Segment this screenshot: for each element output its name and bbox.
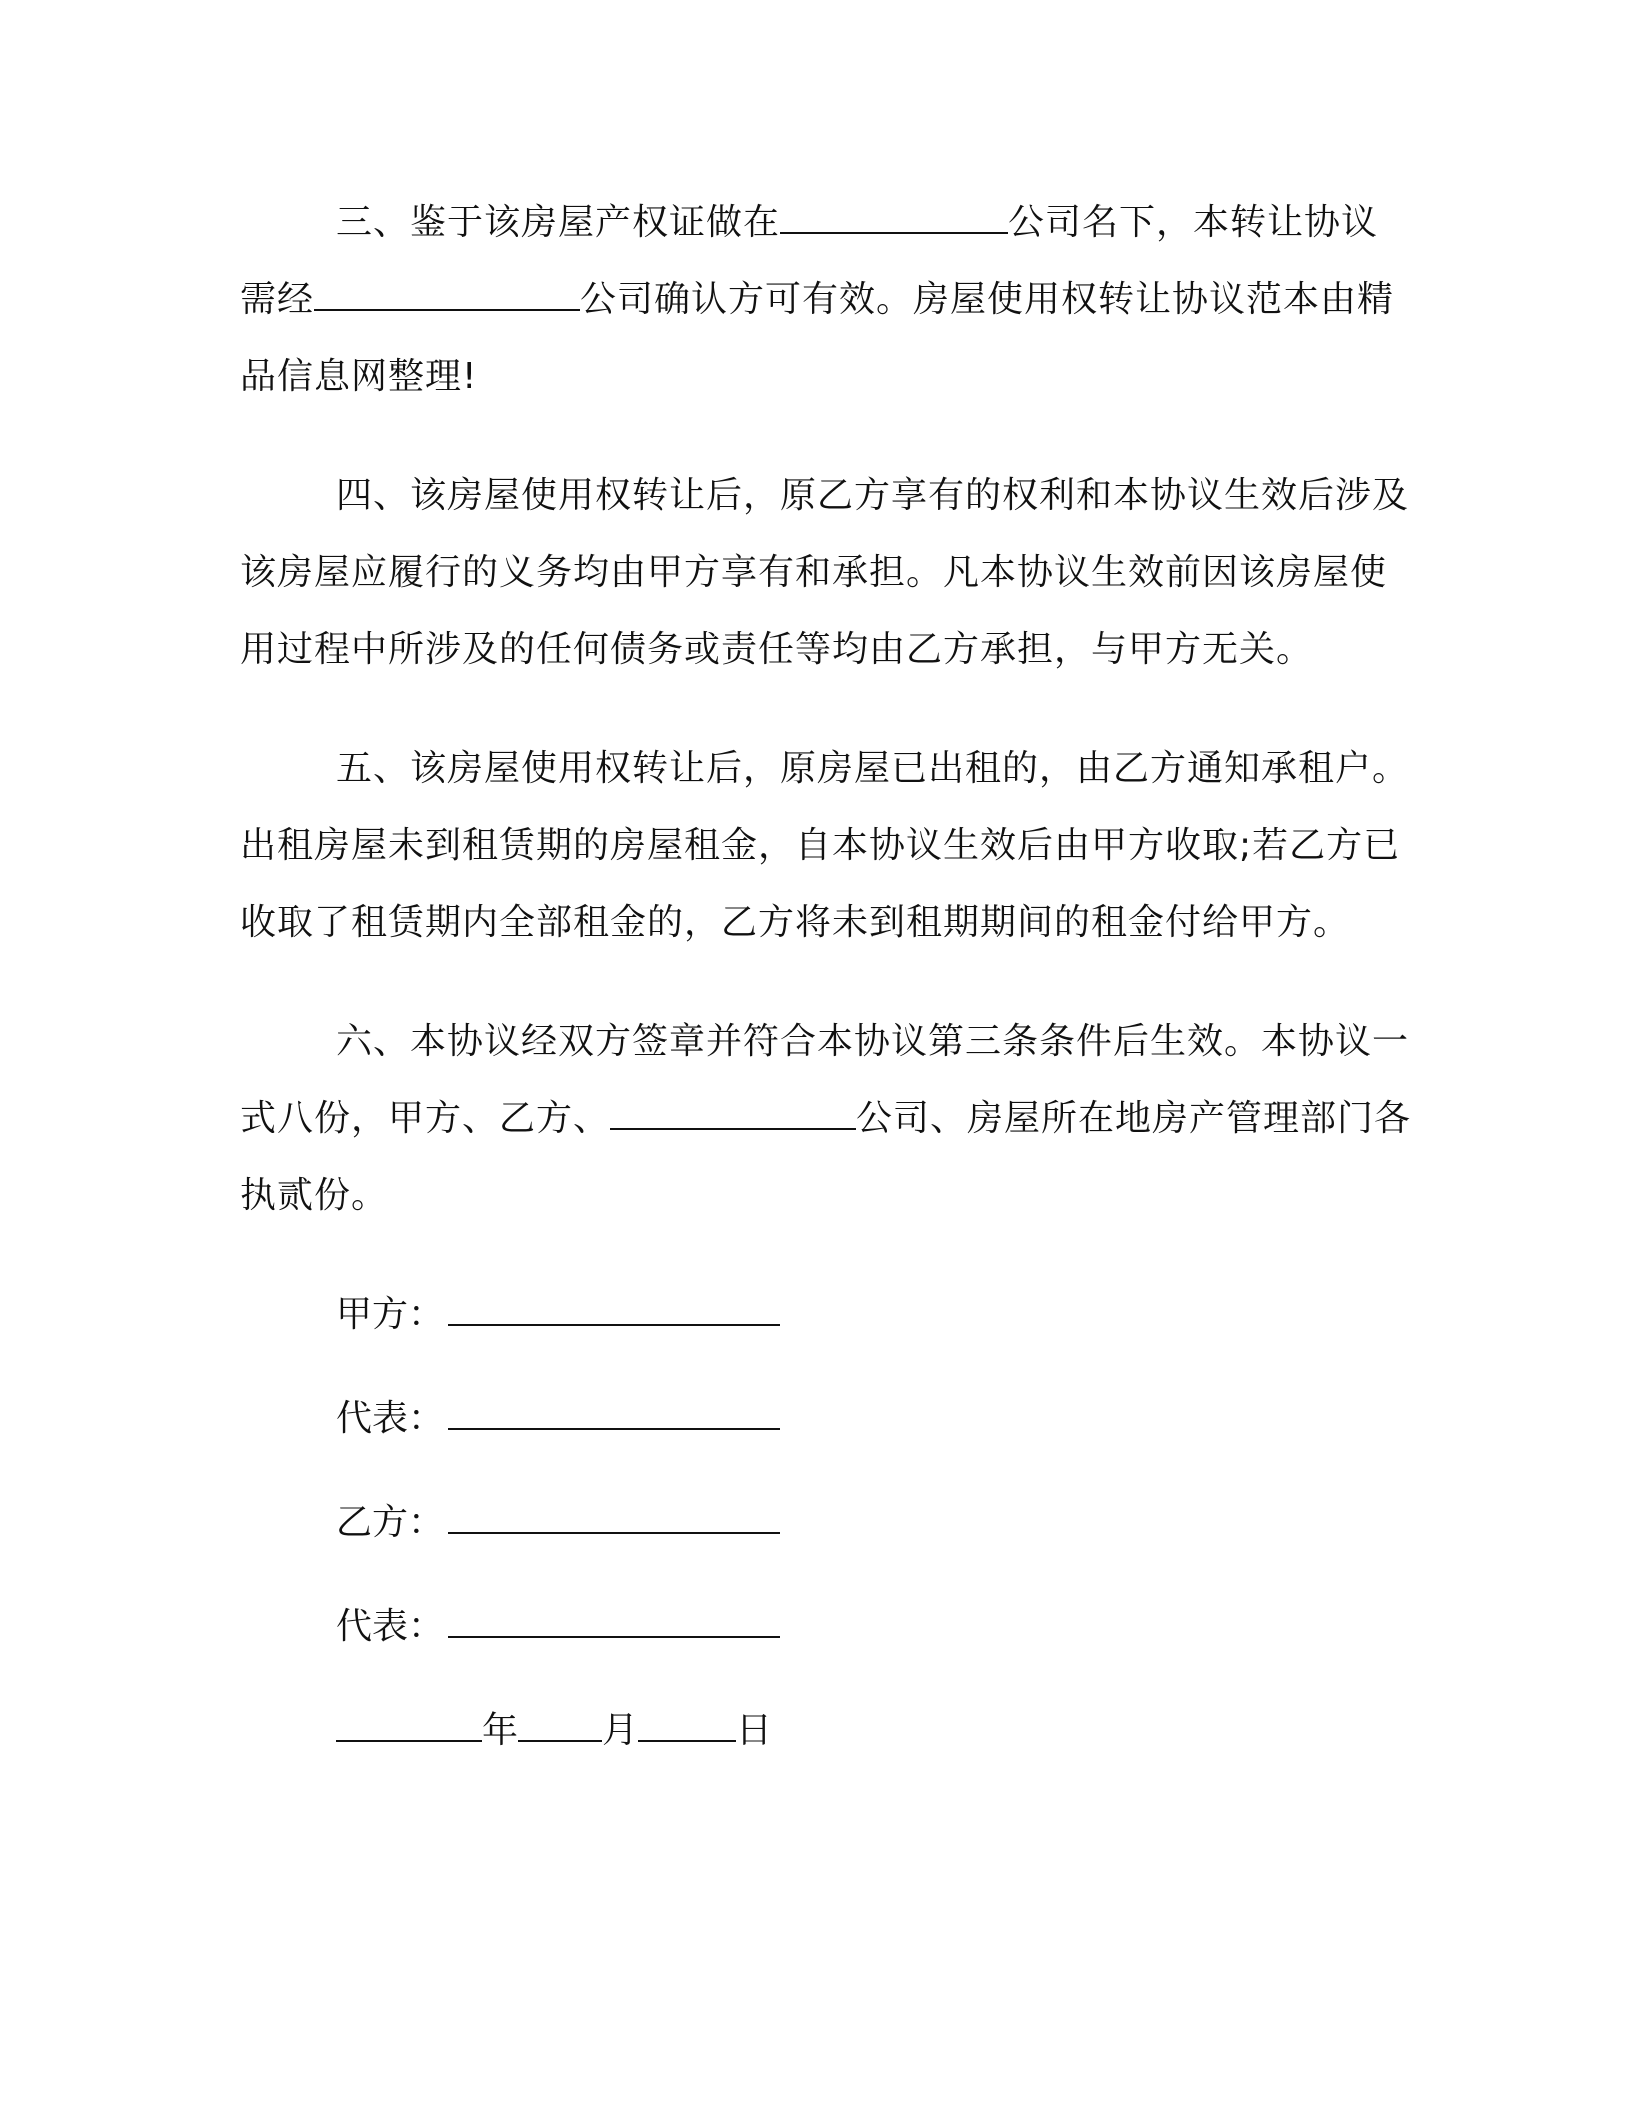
signature-representative-a-blank[interactable] <box>448 1396 780 1430</box>
signature-label: 代表： <box>336 1398 445 1439</box>
signing-date <box>336 1706 1412 1756</box>
document-body <box>240 184 1412 1756</box>
clause-six-text-a: 六、本协议经双方签章并符合本协议第三条条件后生效。本协议一式八份，甲方、乙方、 <box>240 1021 1410 1139</box>
signature-representative-b <box>336 1602 1412 1652</box>
clause-three-text-a: 三、鉴于该房屋产权证做在 <box>336 202 781 243</box>
confirming-company-blank[interactable] <box>314 279 580 311</box>
clause-six-text-b: 公司、房屋所在地房产管理部门各执贰份。 <box>240 1098 1412 1216</box>
signature-party-b-blank[interactable] <box>448 1500 780 1534</box>
signature-representative-b-blank[interactable] <box>448 1604 780 1638</box>
company-name-blank[interactable] <box>780 202 1008 234</box>
signature-party-a-blank[interactable] <box>448 1292 780 1326</box>
clause-five-text: 五、该房屋使用权转让后，原房屋已出租的，由乙方通知承租户。出租房屋未到租赁期的房屋租金，自本协议生效后由甲方收取;若乙方已收取了租赁期内全部租金的，乙方将未到租期期间的租金付给甲方。 <box>240 748 1410 943</box>
year-blank[interactable] <box>336 1708 482 1742</box>
clause-three-text-c: 公司确认方可有效。房屋使用权转让协议范本由精品信息网整理! <box>240 279 1395 397</box>
year-label: 年 <box>482 1710 519 1751</box>
clause-five <box>240 730 1412 961</box>
signature-party-b <box>336 1498 1412 1548</box>
signature-label: 甲方： <box>336 1294 445 1335</box>
day-label: 日 <box>736 1710 773 1751</box>
third-company-blank[interactable] <box>610 1098 856 1130</box>
month-blank[interactable] <box>518 1708 602 1742</box>
clause-four-text: 四、该房屋使用权转让后，原乙方享有的权利和本协议生效后涉及该房屋应履行的义务均由甲方享有和承担。凡本协议生效前因该房屋使用过程中所涉及的任何债务或责任等均由乙方承担，与甲方无关。 <box>240 475 1410 670</box>
signature-label: 乙方： <box>336 1502 445 1543</box>
month-label: 月 <box>602 1710 639 1751</box>
clause-six <box>240 1003 1412 1234</box>
signature-label: 代表： <box>336 1606 445 1647</box>
signature-representative-a <box>336 1394 1412 1444</box>
clause-three <box>240 184 1412 415</box>
clause-three-text-b: 公司名下，本转让协议需经 <box>240 202 1379 320</box>
signature-party-a <box>336 1290 1412 1340</box>
clause-four <box>240 457 1412 688</box>
day-blank[interactable] <box>638 1708 736 1742</box>
